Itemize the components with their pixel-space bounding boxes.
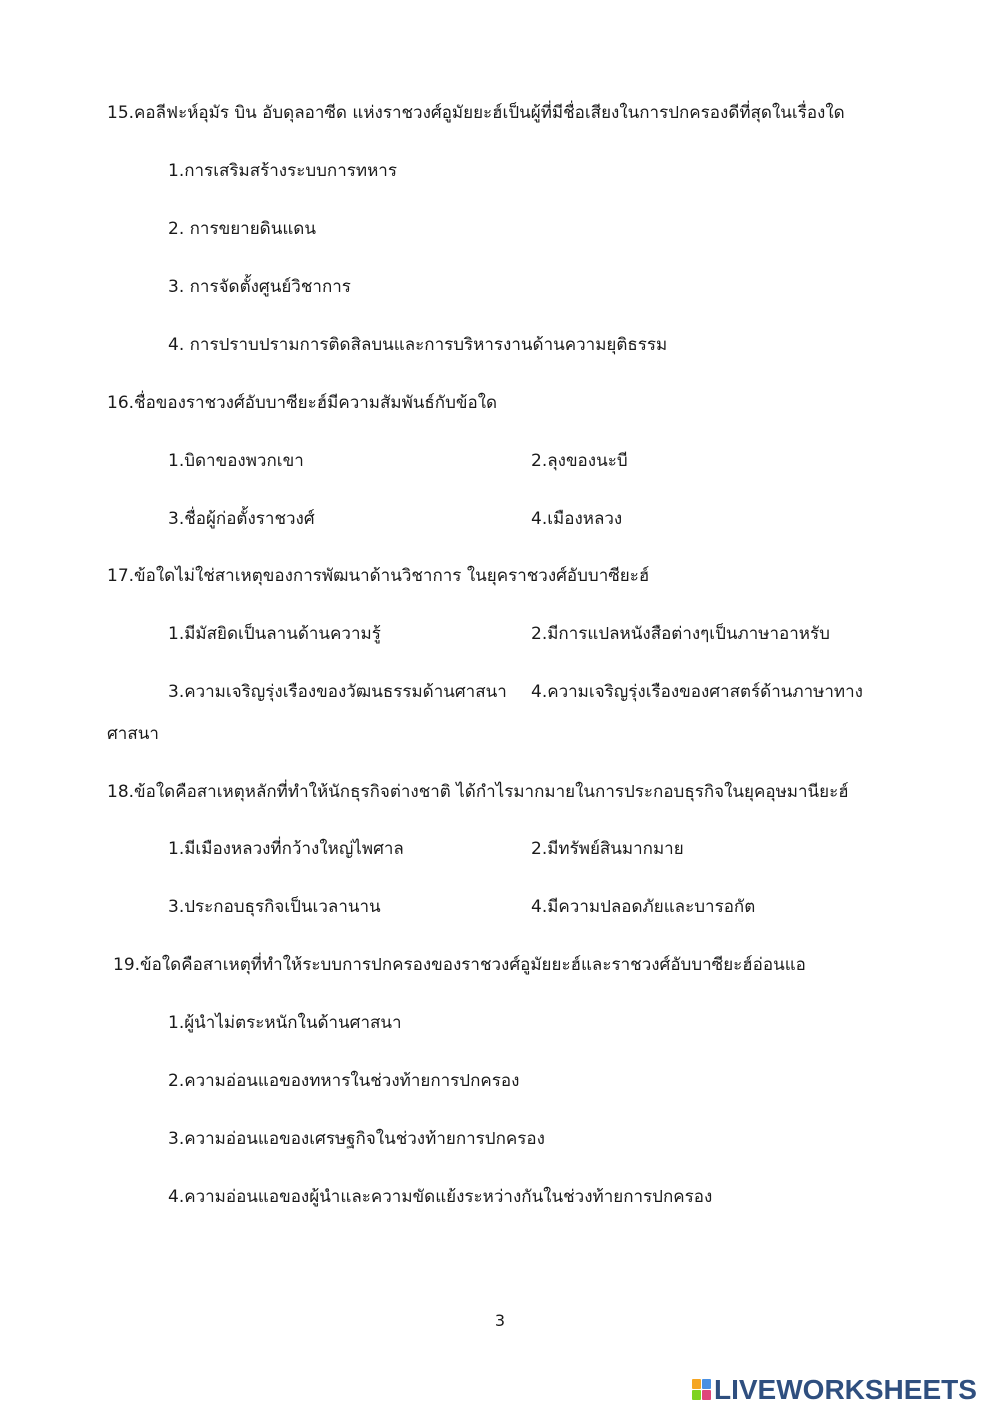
- q19-option-2: 2.ความอ่อนแอของทหารในช่วงท้ายการปกครอง: [168, 1071, 520, 1091]
- q15-option-3: 3. การจัดตั้งศูนย์วิชาการ: [168, 277, 351, 297]
- q17-option-2: 2.มีการแปลหนังสือต่างๆเป็นภาษาอาหรับ: [531, 624, 830, 644]
- question-15: 15.คอลีฟะห์อุมัร บิน อับดุลอาซีด แห่งราชวงศ์อูมัยยะฮ์เป็นผู้ที่มีชื่อเสียงในการปกครองดีที่สุดในเรื่องใด: [107, 103, 845, 123]
- question-19: 19.ข้อใดคือสาเหตุที่ทำให้ระบบการปกครองของราชวงศ์อูมัยยะฮ์และราชวงศ์อับบาซียะฮ์อ่อนแอ: [113, 955, 806, 975]
- question-17: 17.ข้อใดไม่ใช่สาเหตุของการพัฒนาด้านวิชาการ ในยุคราชวงศ์อับบาซียะฮ์: [107, 566, 650, 586]
- page-number: 3: [494, 1311, 506, 1330]
- q19-option-1: 1.ผู้นำไม่ตระหนักในด้านศาสนา: [168, 1013, 402, 1033]
- q17-option-4: 4.ความเจริญรุ่งเรืองของศาสตร์ด้านภาษาทาง: [531, 682, 863, 702]
- q19-option-4: 4.ความอ่อนแอของผู้นำและความขัดแย้งระหว่างกันในช่วงท้ายการปกครอง: [168, 1187, 713, 1207]
- q16-option-1: 1.บิดาของพวกเขา: [168, 451, 304, 471]
- q18-option-1: 1.มีเมืองหลวงที่กว้างใหญ่ไพศาล: [168, 839, 404, 859]
- q15-option-1: 1.การเสริมสร้างระบบการทหาร: [168, 161, 397, 181]
- q17-option-4-continuation: ศาสนา: [107, 724, 159, 744]
- logo-text: LIVEWORKSHEETS: [714, 1374, 977, 1405]
- q18-option-4: 4.มีความปลอดภัยและบารอกัต: [531, 897, 756, 917]
- q15-option-4: 4. การปราบปรามการติดสิลบนและการบริหารงานด้านความยุติธรรม: [168, 335, 668, 355]
- q16-option-4: 4.เมืองหลวง: [531, 509, 623, 529]
- q17-option-1: 1.มีมัสยิดเป็นลานด้านความรู้: [168, 624, 381, 644]
- q15-option-2: 2. การขยายดินแดน: [168, 219, 316, 239]
- q16-option-2: 2.ลุงของนะบี: [531, 451, 628, 471]
- q19-option-3: 3.ความอ่อนแอของเศรษฐกิจในช่วงท้ายการปกครอง: [168, 1129, 545, 1149]
- q18-option-3: 3.ประกอบธุรกิจเป็นเวลานาน: [168, 897, 381, 917]
- question-16: 16.ชื่อของราชวงศ์อับบาซียะฮ์มีความสัมพันธ์กับข้อใด: [107, 393, 498, 413]
- q17-option-3: 3.ความเจริญรุ่งเรืองของวัฒนธรรมด้านศาสนา: [168, 682, 507, 702]
- liveworksheets-logo-icon: [692, 1379, 712, 1401]
- q16-option-3: 3.ชื่อผู้ก่อตั้งราชวงศ์: [168, 509, 315, 529]
- liveworksheets-logo: [692, 1375, 977, 1405]
- question-18: 18.ข้อใดคือสาเหตุหลักที่ทำให้นักธุรกิจต่างชาติ ได้กำไรมากมายในการประกอบธุรกิจในยุคอุษมานียะฮ์: [107, 782, 849, 802]
- q18-option-2: 2.มีทรัพย์สินมากมาย: [531, 839, 684, 859]
